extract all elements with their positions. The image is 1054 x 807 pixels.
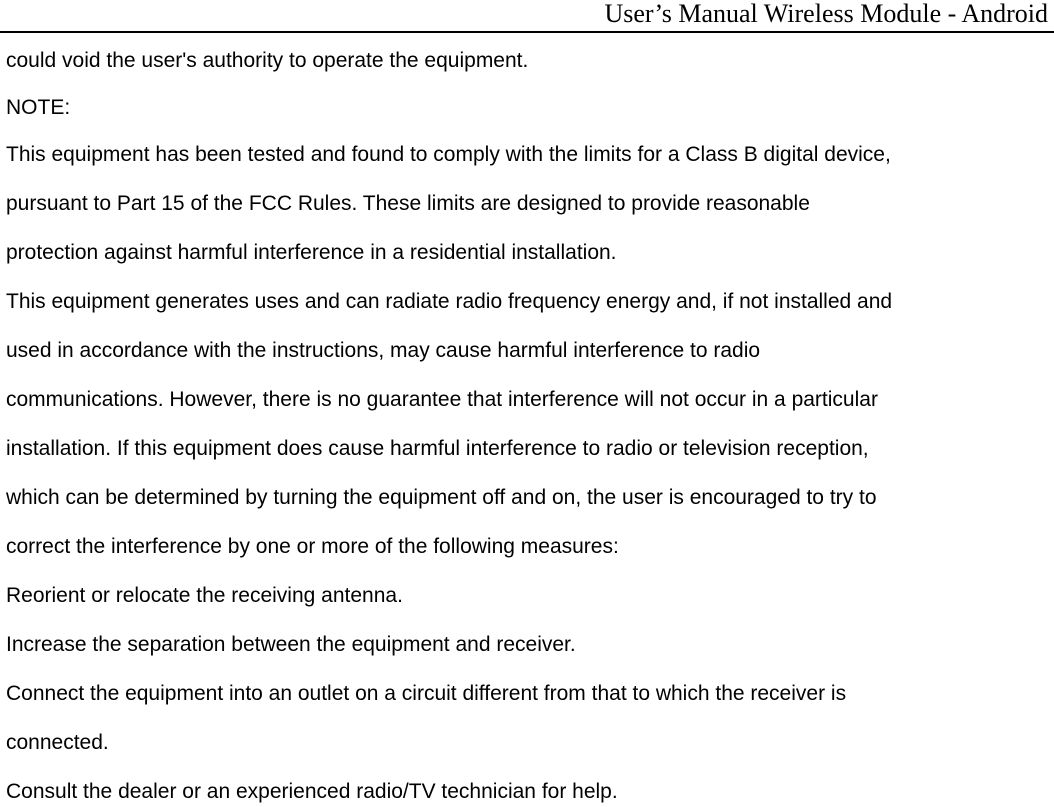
measure-increase-separation: Increase the separation between the equipment and receiver. [6,633,576,656]
header-divider [0,31,1054,33]
text-line-authority: could void the user's authority to operate the equipment. [6,49,529,72]
text-line-fcc-part-15: pursuant to Part 15 of the FCC Rules. These limits are designed to provide reasonable [6,192,810,215]
page-header-title: User’s Manual Wireless Module - Android [604,0,1048,28]
text-line-tv-reception: installation. If this equipment does cause harmful interference to radio or television reception, [6,437,869,460]
text-line-no-guarantee: communications. However, there is no guarantee that interference will not occur in a particular [6,388,878,411]
measure-consult-technician: Consult the dealer or an experienced radio/TV technician for help. [6,780,618,803]
measure-different-circuit: Connect the equipment into an outlet on a circuit different from that to which the receiver is [6,682,847,705]
text-line-measures-intro: correct the interference by one or more of the following measures: [6,535,619,558]
text-line-residential-protection: protection against harmful interference in a residential installation. [6,241,617,264]
text-line-radio-energy: This equipment generates uses and can radiate radio frequency energy and, if not installed and [6,290,893,313]
text-line-class-b-limits: This equipment has been tested and found to comply with the limits for a Class B digital device, [6,143,891,166]
measure-reorient-antenna: Reorient or relocate the receiving antenna. [6,584,403,607]
measure-different-circuit-continued: connected. [6,731,109,754]
text-line-turning-off-on: which can be determined by turning the equipment off and on, the user is encouraged to try to [6,486,877,509]
text-line-instructions: used in accordance with the instructions, may cause harmful interference to radio [6,339,761,362]
document-body [6,48,1052,807]
note-heading: NOTE: [6,96,71,119]
